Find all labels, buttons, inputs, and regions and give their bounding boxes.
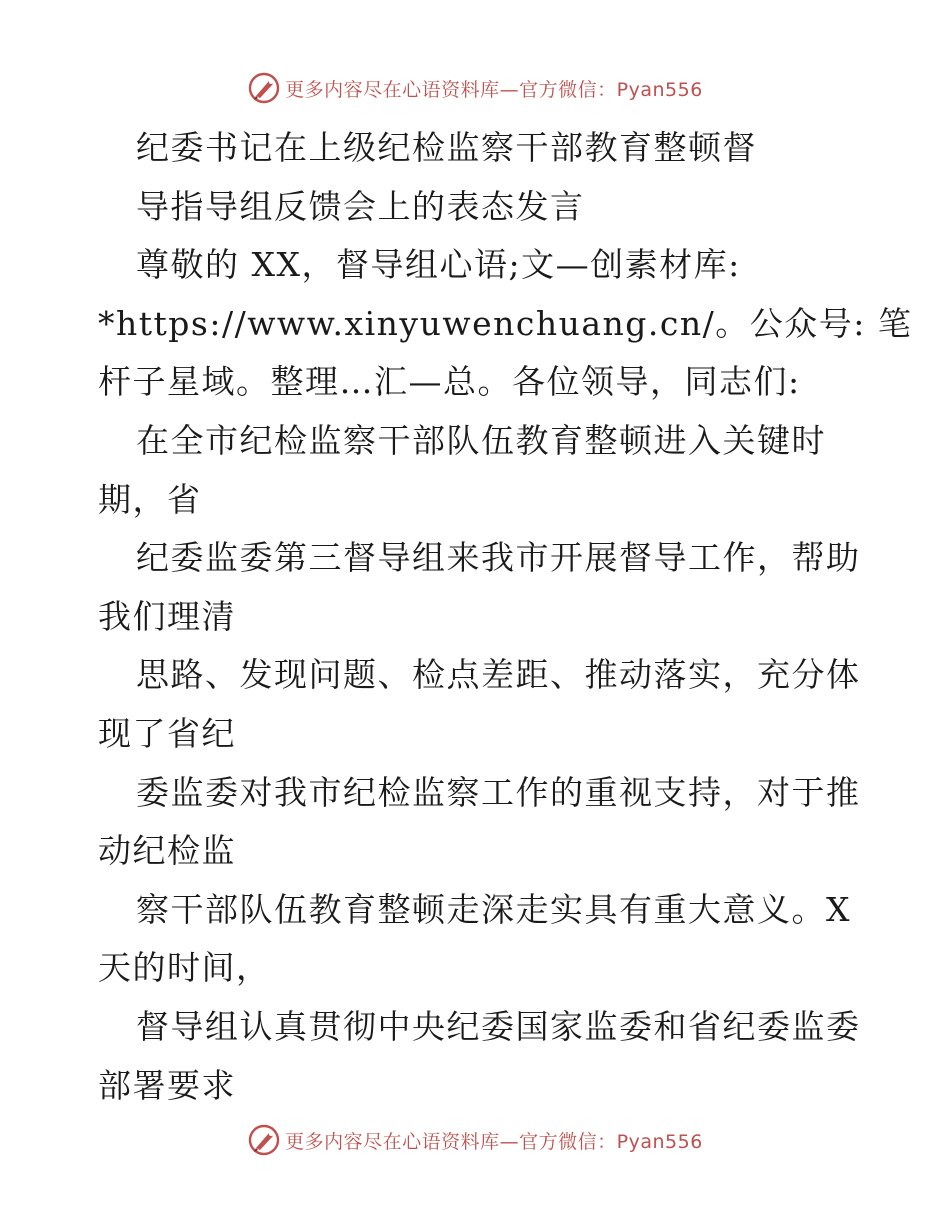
text-line: 导指导组反馈会上的表态发言 xyxy=(136,186,585,226)
text-line: 在全市纪检监察干部队伍教育整顿进入关键时 xyxy=(136,420,826,460)
document-body xyxy=(98,119,913,1115)
banner-text: 更多内容尽在心语资料库—官方微信：Pyan556 xyxy=(285,78,703,101)
footer-banner xyxy=(0,1120,950,1160)
pen-nib-logo-icon xyxy=(247,1123,281,1157)
text-line: *https://www.xinyuwenchuang.cn/。公众号: 笔 xyxy=(98,303,913,343)
text-line: 部署要求 xyxy=(98,1065,236,1105)
text-line: 纪委监委第三督导组来我市开展督导工作，帮助 xyxy=(136,538,861,578)
text-line: 动纪检监 xyxy=(98,831,236,871)
text-line: 委监委对我市纪检监察工作的重视支持，对于推 xyxy=(136,772,861,812)
text-line: 督导组认真贯彻中央纪委国家监委和省纪委监委 xyxy=(136,1006,861,1046)
text-line: 现了省纪 xyxy=(98,713,236,753)
text-line: 尊敬的 XX，督导组心语;文—创素材库: xyxy=(136,245,741,285)
text-line: 纪委书记在上级纪检监察干部教育整顿督 xyxy=(136,128,757,167)
pen-nib-logo-icon xyxy=(247,71,281,105)
header-banner xyxy=(0,68,950,108)
text-line: 察干部队伍教育整顿走深走实具有重大意义。X xyxy=(136,889,851,929)
text-line: 期，省 xyxy=(98,479,202,519)
text-line: 思路、发现问题、检点差距、推动落实，充分体 xyxy=(136,655,861,695)
text-line: 天的时间， xyxy=(98,948,271,988)
text-line: 杆子星域。整理…汇—总。各位领导，同志们: xyxy=(98,362,801,402)
banner-text: 更多内容尽在心语资料库—官方微信：Pyan556 xyxy=(285,1130,703,1153)
text-line: 我们理清 xyxy=(98,596,236,636)
